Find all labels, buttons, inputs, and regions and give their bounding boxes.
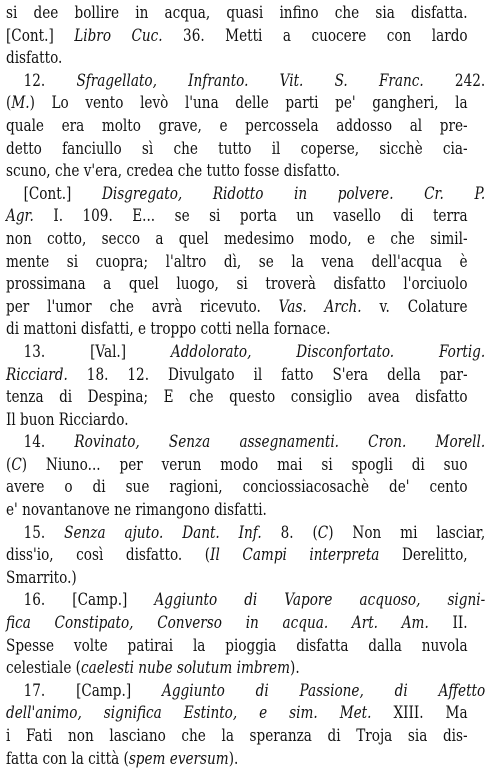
text-line: avere o di sue ragioni, conciossiacosachè de' cento: [6, 477, 468, 498]
text-line: quale era molto grave, e percossela addosso al pre-: [6, 115, 468, 136]
text-line: prossimana a quel luogo, si troverà disfatto l'orciuolo: [6, 274, 468, 295]
text-line: fatta con la città (spem eversum).: [6, 748, 239, 769]
text-line: i Fati non lasciano che la speranza di Troja sia dis-: [6, 726, 468, 746]
text-line: Ricciard. 18. 12. Divulgato il fatto S'era della par-: [6, 364, 468, 385]
text-line: celestiale (caelesti nube solutum imbrem).: [6, 658, 300, 679]
text-line: dell'animo, significa Estinto, e sim. Met. XIII. Ma: [6, 703, 468, 724]
text-line: 17. [Camp.] Aggiunto di Passione, di Affetto: [23, 680, 485, 701]
text-line: di mattoni disfatti, e troppo cotti nella fornace.: [6, 319, 331, 340]
text-line: non cotto, secco a quel medesimo modo, e che simil-: [6, 228, 468, 249]
text-line: [Cont.] Disgregato, Ridotto in polvere. Cr. P.: [23, 183, 485, 204]
text-line: (C) Niuno... per verun modo mai si spogli di suo: [6, 454, 468, 475]
text-line: Agr. I. 109. E... se si porta un vasello di terra: [6, 206, 468, 227]
text-line: [Cont.] Libro Cuc. 36. Metti a cuocere con lardo: [6, 25, 468, 46]
text-line: tenza di Despina; E che questo consiglio avea disfatto: [6, 387, 468, 408]
text-line: detto fanciullo sì che tutto il coperse, sicchè cia-: [6, 138, 468, 159]
text-line: 15. Senza ajuto. Dant. Inf. 8. (C) Non mi lasciar,: [23, 522, 485, 543]
text-line: diss'io, così disfatto. (Il Campi interpreta Derelitto,: [6, 545, 468, 566]
text-line: 14. Rovinato, Senza assegnamenti. Cron. Morell.: [23, 432, 485, 453]
text-line: Spesse volte patirai la pioggia disfatta dalla nuvola: [6, 635, 468, 656]
text-line: scuno, che v'era, credea che tutto fosse disfatto.: [6, 161, 341, 182]
text-line: si dee bollire in acqua, quasi infino che sia disfatta.: [6, 3, 468, 23]
text-line: fica Constipato, Converso in acqua. Art. Am. II.: [6, 613, 468, 634]
text-line: Smarrito.): [6, 567, 77, 588]
text-line: Il buon Ricciardo.: [6, 409, 129, 430]
text-line: (M.) Lo vento levò l'una delle parti pe' gangheri, la: [6, 93, 468, 114]
text-line: e' novantanove ne rimangono disfatti.: [6, 500, 267, 521]
text-line: 12. Sfragellato, Infranto. Vit. S. Franc. 242.: [23, 70, 485, 91]
text-line: per l'umor che avrà ricevuto. Vas. Arch. v. Colature: [6, 296, 468, 317]
text-line: 13. [Val.] Addolorato, Disconfortato. Fortig.: [23, 341, 485, 362]
text-line: disfatto.: [6, 48, 63, 69]
text-line: mente si cuopra; l'altro dì, se la vena dell'acqua è: [6, 251, 468, 272]
text-line: 16. [Camp.] Aggiunto di Vapore acquoso, signi-: [23, 590, 485, 611]
